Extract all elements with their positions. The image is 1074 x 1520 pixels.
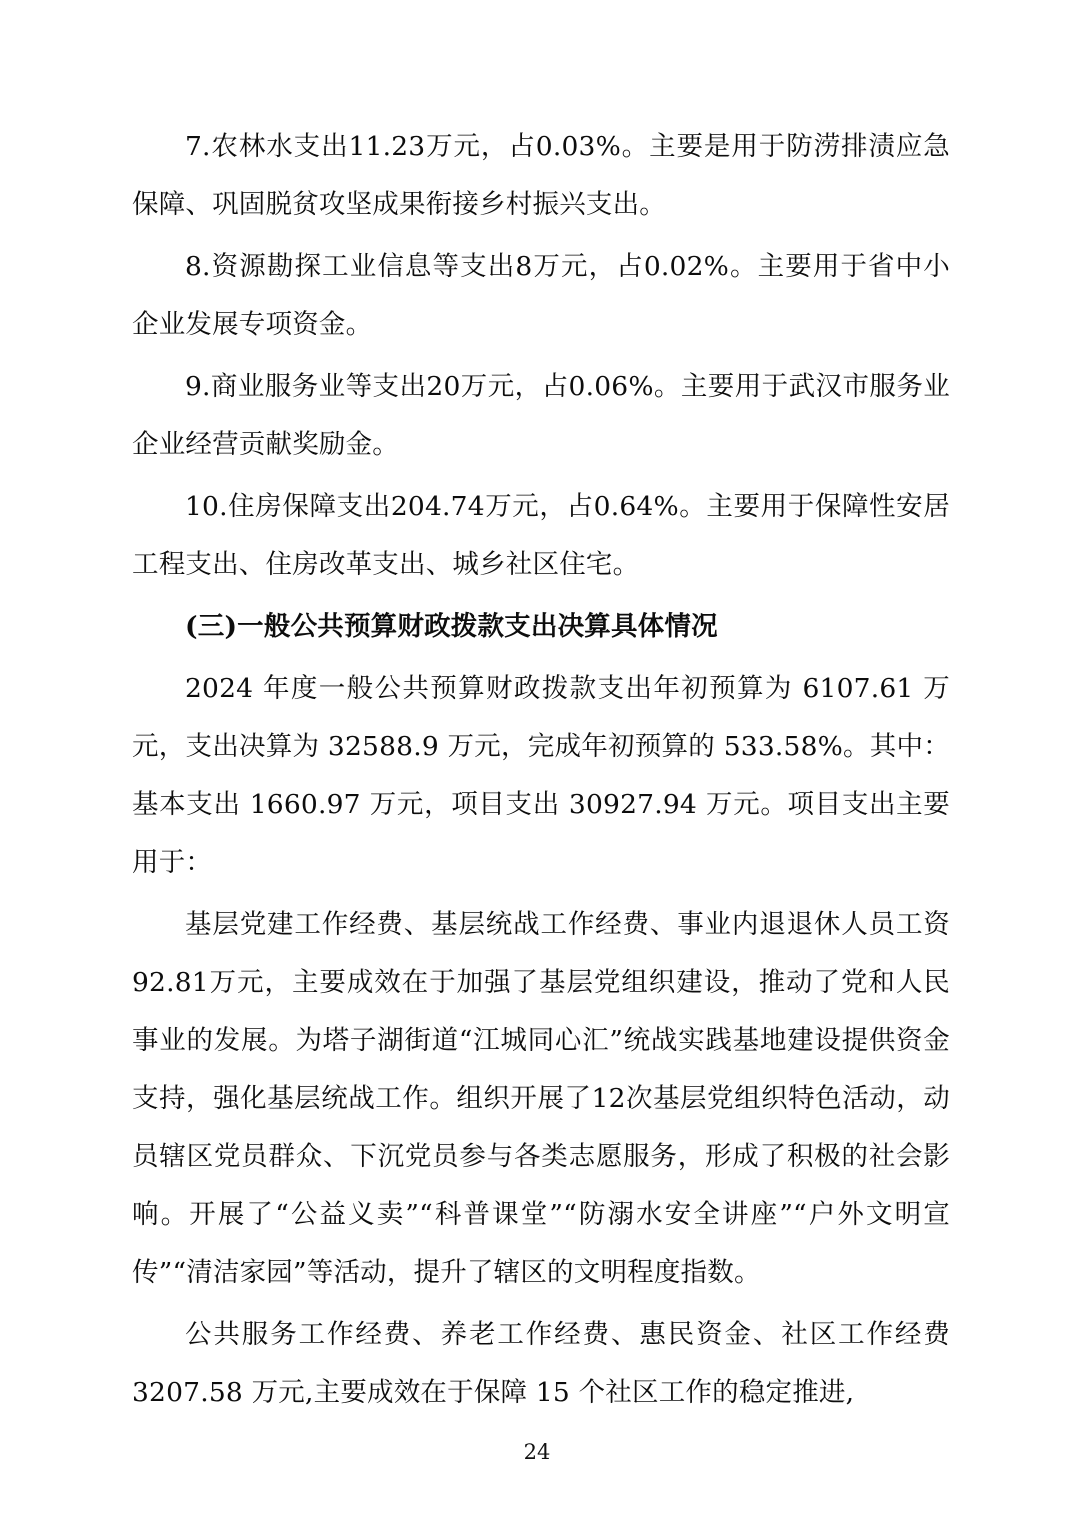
paragraph-item-9: 9.商业服务业等支出20万元，占0.06%。主要用于武汉市服务业企业经营贡献奖励金。	[132, 371, 950, 460]
section-heading: (三)一般公共预算财政拨款支出决算具体情况	[185, 611, 718, 642]
paragraph-item-10: 10.住房保障支出204.74万元，占0.64%。主要用于保障性安居工程支出、住房改革支出、城乡社区住宅。	[132, 491, 950, 580]
page-number: 24	[523, 1440, 551, 1464]
paragraph-party-building: 基层党建工作经费、基层统战工作经费、事业内退退休人员工资92.81万元，主要成效在于加强了基层党组织建设，推动了党和人民事业的发展。为塔子湖街道“江城同心汇”统战实践基地建设提供资金支持，强化基层统战工作。组织开展了12次基层党组织特色活动，动员辖区党员群众、下沉党员参与各类志愿服务，形成了积极的社会影响。开展了“公益义卖”“科普课堂”“防溺水安全讲座”“户外文明宣传”“清洁家园”等活动，提升了辖区的文明程度指数。	[132, 909, 950, 1288]
paragraph-item-7: 7.农林水支出11.23万元，占0.03%。主要是用于防涝排渍应急保障、巩固脱贫攻坚成果衔接乡村振兴支出。	[132, 131, 950, 220]
paragraph-item-8: 8.资源勘探工业信息等支出8万元，占0.02%。主要用于省中小企业发展专项资金。	[132, 251, 950, 340]
document-body	[132, 118, 950, 1426]
paragraph-public-service: 公共服务工作经费、养老工作经费、惠民资金、社区工作经费 3207.58 万元,主要成效在于保障 15 个社区工作的稳定推进,	[132, 1319, 950, 1408]
paragraph-budget-summary: 2024 年度一般公共预算财政拨款支出年初预算为 6107.61 万元，支出决算为 32588.9 万元，完成年初预算的 533.58%。其中：基本支出 1660.97 万元，项目支出 30927.94 万元。项目支出主要用于：	[132, 673, 950, 878]
